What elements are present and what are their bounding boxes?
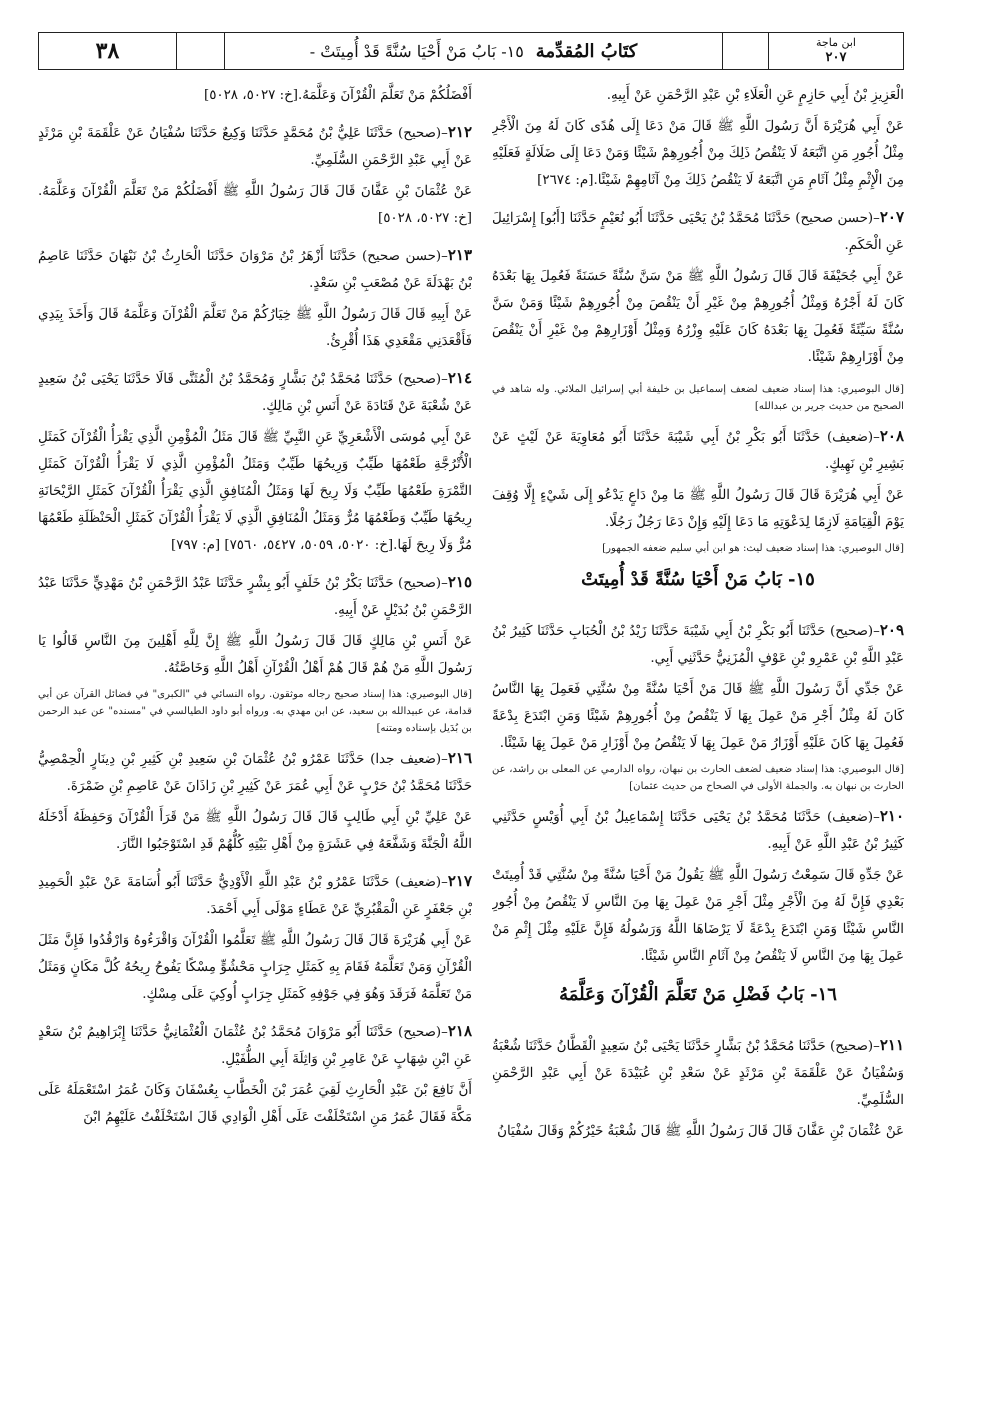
right-column	[492, 82, 904, 1372]
hadith-number: ٢١٢	[447, 123, 472, 141]
hadith-number: ٢٠٧	[879, 208, 904, 226]
hadith-chain	[38, 242, 472, 297]
paragraph: أَفْضَلُكُمْ مَنْ تَعَلَّمَ الْقُرْآنَ وَعَلَّمَهُ.[خ: ٥٠٢٧، ٥٠٢٨]	[203, 88, 472, 103]
hadith-isnad: –(صحيح) حَدَّثَنَا بَكْرُ بْنُ خَلَفٍ أَبُو بِشْرٍ حَدَّثَنَا عَبْدُ الرَّحْمَنِ بْنُ مَهْدِيٍّ حَدَّثَنَا عَبْدُ الرَّحْمَنِ بْنُ بُدَيْلٍ عَنْ أَبِيهِ.	[38, 576, 472, 618]
hadith-chain	[38, 868, 472, 923]
paragraph: عَنْ عُثْمَانَ بْنِ عَفَّانَ قَالَ قَالَ رَسُولُ اللَّهِ ﷺ قَالَ شُعْبَةُ خَيْرُكُمْ وَقَالَ سُفْيَانُ	[497, 1124, 904, 1139]
paragraph: عَنْ أَبِيهِ قَالَ قَالَ رَسُولُ اللَّهِ ﷺ خِيَارُكُمْ مَنْ تَعَلَّمَ الْقُرْآنَ وَعَلَّمَهُ قَالَ وَأَخَذَ بِيَدِي فَأَقْعَدَنِي مَقْعَدِي هَذَا أُقْرِئُ.	[38, 307, 472, 349]
hadith-number: ٢١٨	[447, 1022, 472, 1040]
source-number: ٢٠٧	[825, 49, 847, 65]
paragraph: عَنْ أَنَسِ بْنِ مَالِكٍ قَالَ قَالَ رَسُولُ اللَّهِ ﷺ إِنَّ لِلَّهِ أَهْلِينَ مِنَ النَّاسِ قَالُوا يَا رَسُولَ اللَّهِ مَنْ هُمْ قَالَ هُمْ أَهْلُ الْقُرْآنِ أَهْلُ اللَّهِ وَخَاصَّتُهُ.	[38, 634, 472, 676]
hadith-chain	[492, 617, 904, 672]
paragraph: عَنْ أَبِي هُرَيْرَةَ أَنَّ رَسُولَ اللَّهِ ﷺ قَالَ مَنْ دَعَا إِلَى هُدًى كَانَ لَهُ مِنَ الْأَجْرِ مِثْلُ أُجُورِ مَنِ اتَّبَعَهُ لَا يَنْقُصُ ذَلِكَ مِنْ أُجُورِهِمْ شَيْئًا وَمَنْ دَعَا إِلَى ضَلَالَةٍ فَعَلَيْهِ مِنَ الْإِثْمِ مِثْلُ آثَامِ مَنِ اتَّبَعَهُ لَا يَنْقُصُ ذَلِكَ مِنْ آثَامِهِمْ شَيْئًا.[م: ٢٦٧٤]	[492, 119, 904, 188]
paragraph: عَنْ جَدِّهِ قَالَ سَمِعْتُ رَسُولَ اللَّهِ ﷺ يَقُولُ مَنْ أَحْيَا سُنَّةً مِنْ سُنَّتِي قَدْ أُمِيتَتْ بَعْدِي فَإِنَّ لَهُ مِنَ الْأَجْرِ مِثْلَ أَجْرِ مَنْ عَمِلَ بِهَا مِنَ النَّاسِ لَا يَنْقُصُ مِنْ أُجُورِ النَّاسِ شَيْئًا وَمَنِ ابْتَدَعَ بِدْعَةً لَا يَرْضَاهَا اللَّهُ وَرَسُولُهُ فَإِنَّ عَلَيْهِ مِثْلَ إِثْمِ مَنْ عَمِلَ بِهَا مِنَ النَّاسِ لَا يَنْقُصُ مِنْ آثَامِ النَّاسِ شَيْئًا.	[492, 868, 904, 964]
hadith-number: ٢١٥	[447, 573, 472, 591]
hadith-chain	[492, 204, 904, 259]
hadith-chain	[38, 745, 472, 800]
hadith-isnad: –(صحيح) حَدَّثَنَا مُحَمَّدُ بْنُ بَشَّارٍ حَدَّثَنَا يَحْيَى بْنُ سَعِيدٍ الْقَطَّانُ حَدَّثَنَا شُعْبَةُ وَسُفْيَانُ عَنْ عَلْقَمَةَ بْنِ مَرْثَدٍ عَنْ سَعْدِ بْنِ عُبَيْدَةَ عَنْ أَبِي عَبْدِ الرَّحْمَنِ السُّلَمِيِّ.	[492, 1039, 904, 1108]
hadith-chain	[492, 423, 904, 478]
chapter-heading: ١٦- بَابُ فَضْلِ مَنْ تَعَلَّمَ الْقُرْآنَ وَعَلَّمَهُ	[559, 984, 837, 1005]
hadith-isnad: –(حسن صحيح) حَدَّثَنَا أَزْهَرُ بْنُ مَرْوَانَ حَدَّثَنَا الْحَارِثُ بْنُ نَبْهَانَ حَدَّثَنَا عَاصِمُ بْنُ بَهْدَلَةَ عَنْ مُصْعَبِ بْنِ سَعْدٍ.	[38, 249, 472, 291]
paragraph: عَنْ أَبِي هُرَيْرَةَ قَالَ قَالَ رَسُولُ اللَّهِ ﷺ تَعَلَّمُوا الْقُرْآنَ وَاقْرَءُوهُ وَارْقُدُوا فَإِنَّ مَثَلَ الْقُرْآنِ وَمَنْ تَعَلَّمَهُ فَقَامَ بِهِ كَمَثَلِ جِرَابٍ مَحْشُوٍّ مِسْكًا يَفُوحُ رِيحُهُ كُلَّ مَكَانٍ وَمَثَلُ مَنْ تَعَلَّمَهُ فَرَقَدَ وَهُوَ فِي جَوْفِهِ كَمَثَلِ جِرَابٍ أُوكِيَ عَلَى مِسْكٍ.	[38, 933, 472, 1002]
page-header	[38, 32, 904, 70]
footnote: [قال البوصيري: هذا إسناد ضعيف لضعف الحارث بن نبهان، رواه الدارمي عن المعلى بن راشد، عن الحارث بن نبهان به. والجملة الأولى في الصحاح من حديث عثمان]	[492, 764, 904, 792]
hadith-isnad: –(صحيح) حَدَّثَنَا أَبُو مَرْوَانَ مُحَمَّدُ بْنُ عُثْمَانَ الْعُثْمَانِيُّ حَدَّثَنَا إِبْرَاهِيمُ بْنُ سَعْدٍ عَنِ ابْنِ شِهَابٍ عَنْ عَامِرِ بْنِ وَاثِلَةَ أَبِي الطُّفَيْلِ.	[38, 1025, 472, 1067]
hadith-chain	[492, 1032, 904, 1114]
hadith-isnad: –(ضعيف جدا) حَدَّثَنَا عَمْرُو بْنُ عُثْمَانَ بْنِ سَعِيدِ بْنِ كَثِيرِ بْنِ دِينَارٍ الْحِمْصِيُّ حَدَّثَنَا مُحَمَّدُ بْنُ حَرْبٍ عَنْ أَبِي عُمَرَ عَنْ كَثِيرِ بْنِ زَاذَانَ عَنْ عَاصِمِ بْنِ ضَمْرَةَ.	[38, 752, 472, 794]
paragraph: الْعَزِيزِ بْنُ أَبِي حَازِمٍ عَنِ الْعَلَاءِ بْنِ عَبْدِ الرَّحْمَنِ عَنْ أَبِيهِ.	[606, 88, 904, 103]
page-number: ٣٨	[39, 33, 177, 69]
hadith-number: ٢١٠	[879, 807, 904, 825]
hadith-isnad: –(حسن صحيح) حَدَّثَنَا مُحَمَّدُ بْنُ يَحْيَى حَدَّثَنَا أَبُو نُعَيْمٍ حَدَّثَنَا [أَبُو] إِسْرَائِيلَ عَنِ الْحَكَمِ.	[492, 211, 904, 253]
paragraph: عَنْ أَبِي جُحَيْفَةَ قَالَ قَالَ رَسُولُ اللَّهِ ﷺ مَنْ سَنَّ سُنَّةً حَسَنَةً فَعُمِلَ بِهَا بَعْدَهُ كَانَ لَهُ أَجْرُهُ وَمِثْلُ أُجُورِهِمْ مِنْ غَيْرِ أَنْ يَنْقُصَ مِنْ أُجُورِهِمْ شَيْئًا وَمَنْ سَنَّ سُنَّةً سَيِّئَةً فَعُمِلَ بِهَا بَعْدَهُ كَانَ عَلَيْهِ وِزْرُهُ وَمِثْلُ أَوْزَارِهِمْ مِنْ غَيْرِ أَنْ يَنْقُصَ مِنْ أَوْزَارِهِمْ شَيْئًا.	[492, 269, 904, 365]
footnote: [قال البوصيري: هذا إسناد ضعيف ليث: هو ابن أبي سليم ضعفه الجمهور]	[602, 543, 904, 554]
hadith-number: ٢١٦	[447, 749, 472, 767]
paragraph: عَنْ عَلِيِّ بْنِ أَبِي طَالِبٍ قَالَ قَالَ رَسُولُ اللَّهِ ﷺ مَنْ قَرَأَ الْقُرْآنَ وَحَفِظَهُ أَدْخَلَهُ اللَّهُ الْجَنَّةَ وَشَفَّعَهُ فِي عَشَرَةٍ مِنْ أَهْلِ بَيْتِهِ كُلُّهُمْ قَدِ اسْتَوْجَبُوا النَّارَ.	[38, 810, 472, 852]
hadith-isnad: –(ضعيف) حَدَّثَنَا أَبُو بَكْرِ بْنُ أَبِي شَيْبَةَ حَدَّثَنَا أَبُو مُعَاوِيَةَ عَنْ لَيْثٍ عَنْ بَشِيرِ بْنِ نَهِيكٍ.	[492, 430, 904, 472]
hadith-chain	[38, 365, 472, 420]
hadith-chain	[492, 803, 904, 858]
hadith-number: ٢٠٩	[879, 621, 904, 639]
chapter-title: ١٥- بَابُ مَنْ أَحْيَا سُنَّةً قَدْ أُمِيتَتْ -	[309, 41, 524, 61]
hadith-isnad: –(صحيح) حَدَّثَنَا عَلِيُّ بْنُ مُحَمَّدٍ حَدَّثَنَا وَكِيعٌ حَدَّثَنَا سُفْيَانُ عَنْ عَلْقَمَةَ بْنِ مَرْثَدٍ عَنْ أَبِي عَبْدِ الرَّحْمَنِ السُّلَمِيِّ.	[38, 126, 472, 168]
source-name: ابن ماجة	[816, 36, 856, 49]
header-title	[225, 33, 723, 69]
left-column	[38, 82, 472, 1372]
hadith-isnad: –(ضعيف) حَدَّثَنَا مُحَمَّدُ بْنُ يَحْيَى حَدَّثَنَا إِسْمَاعِيلُ بْنُ أَبِي أُوَيْسٍ حَدَّثَنِي كَثِيرُ بْنُ عَبْدِ اللَّهِ عَنْ أَبِيهِ.	[492, 810, 904, 852]
hadith-number: ٢١٧	[447, 872, 472, 890]
hadith-number: ٢١٤	[447, 369, 472, 387]
paragraph: عَنْ أَبِي مُوسَى الْأَشْعَرِيِّ عَنِ النَّبِيِّ ﷺ قَالَ مَثَلُ الْمُؤْمِنِ الَّذِي يَقْرَأُ الْقُرْآنَ كَمَثَلِ الْأُتْرُجَّةِ طَعْمُهَا طَيِّبٌ وَرِيحُهَا طَيِّبٌ وَمَثَلُ الْمُؤْمِنِ الَّذِي لَا يَقْرَأُ الْقُرْآنَ كَمَثَلِ التَّمْرَةِ طَعْمُهَا طَيِّبٌ وَلَا رِيحَ لَهَا وَمَثَلُ الْمُنَافِقِ الَّذِي يَقْرَأُ الْقُرْآنَ كَمَثَلِ الرَّيْحَانَةِ رِيحُهَا طَيِّبٌ وَطَعْمُهَا مُرٌّ وَمَثَلُ الْمُنَافِقِ الَّذِي لَا يَقْرَأُ الْقُرْآنَ كَمَثَلِ الْحَنْظَلَةِ طَعْمُهَا مُرٌّ وَلَا رِيحَ لَهَا.[خ: ٥٠٢٠، ٥٠٥٩، ٥٤٢٧، ٧٥٦٠] [م: ٧٩٧]	[38, 430, 472, 553]
paragraph: عَنْ عُثْمَانَ بْنِ عَفَّانَ قَالَ قَالَ رَسُولُ اللَّهِ ﷺ أَفْضَلُكُمْ مَنْ تَعَلَّمَ الْقُرْآنَ وَعَلَّمَهُ.[خ: ٥٠٢٧، ٥٠٢٨]	[38, 184, 472, 226]
paragraph: عَنْ أَبِي هُرَيْرَةَ قَالَ قَالَ رَسُولُ اللَّهِ ﷺ مَا مِنْ دَاعٍ يَدْعُو إِلَى شَيْءٍ إِلَّا وُقِفَ يَوْمَ الْقِيَامَةِ لَازِمًا لِدَعْوَتِهِ مَا دَعَا إِلَيْهِ وَإِنْ دَعَا رَجُلٌ رَجُلًا.	[492, 488, 904, 530]
hadith-number: ٢١٣	[447, 246, 472, 264]
paragraph: أَنَّ نَافِعَ بْنَ عَبْدِ الْحَارِثِ لَقِيَ عُمَرَ بْنَ الْخَطَّابِ بِعُسْفَانَ وَكَانَ عُمَرُ اسْتَعْمَلَهُ عَلَى مَكَّةَ فَقَالَ عُمَرُ مَنِ اسْتَخْلَفْتَ عَلَى أَهْلِ الْوَادِي قَالَ اسْتَخْلَفْتُ عَلَيْهِمُ ابْنَ	[38, 1083, 472, 1125]
footnote: [قال البوصيري: هذا إسناد ضعيف لضعف إسماعيل بن خليفة أبي إسرائيل الملائي. وله شاهد في الصحيح من حديث جرير بن عبدالله]	[492, 384, 904, 412]
hadith-chain	[38, 119, 472, 174]
chapter-heading: ١٥- بَابُ مَنْ أَحْيَا سُنَّةً قَدْ أُمِيتَتْ	[581, 569, 815, 590]
header-divider-cell	[177, 33, 225, 69]
hadith-chain	[38, 1018, 472, 1073]
hadith-isnad: –(صحيح) حَدَّثَنَا أَبُو بَكْرِ بْنُ أَبِي شَيْبَةَ حَدَّثَنَا زَيْدُ بْنُ الْحُبَابِ حَدَّثَنَا كَثِيرُ بْنُ عَبْدِ اللَّهِ بْنِ عَمْرِو بْنِ عَوْفٍ الْمُزَنِيُّ حَدَّثَنِي أَبِي.	[492, 624, 904, 666]
hadith-isnad: –(ضعيف) حَدَّثَنَا عَمْرُو بْنُ عَبْدِ اللَّهِ الْأَوْدِيُّ حَدَّثَنَا أَبُو أُسَامَةَ عَنْ عَبْدِ الْحَمِيدِ بْنِ جَعْفَرٍ عَنِ الْمَقْبُرِيِّ عَنْ عَطَاءٍ مَوْلَى أَبِي أَحْمَدَ.	[38, 875, 472, 917]
hadith-isnad: –(صحيح) حَدَّثَنَا مُحَمَّدُ بْنُ بَشَّارٍ وَمُحَمَّدُ بْنُ الْمُثَنَّى قَالَا حَدَّثَنَا يَحْيَى بْنُ سَعِيدٍ عَنْ شُعْبَةَ عَنْ قَتَادَةَ عَنْ أَنَسِ بْنِ مَالِكٍ.	[38, 372, 472, 414]
book-title: كتَابُ المُقدِّمة	[535, 40, 638, 62]
source-reference	[769, 33, 903, 69]
hadith-chain	[38, 569, 472, 624]
header-divider-cell	[723, 33, 769, 69]
hadith-number: ٢١١	[879, 1036, 904, 1054]
hadith-number: ٢٠٨	[879, 427, 904, 445]
paragraph: عَنْ جَدِّي أَنَّ رَسُولَ اللَّهِ ﷺ قَالَ مَنْ أَحْيَا سُنَّةً مِنْ سُنَّتِي فَعَمِلَ بِهَا النَّاسُ كَانَ لَهُ مِثْلُ أَجْرِ مَنْ عَمِلَ بِهَا لَا يَنْقُصُ مِنْ أُجُورِهِمْ شَيْئًا وَمَنِ ابْتَدَعَ بِدْعَةً فَعُمِلَ بِهَا كَانَ عَلَيْهِ أَوْزَارُ مَنْ عَمِلَ بِهَا لَا يَنْقُصُ مِنْ أَوْزَارِ مَنْ عَمِلَ بِهَا شَيْئًا.	[492, 682, 904, 751]
footnote: [قال البوصيري: هذا إسناد صحيح رجاله موثقون. رواه النسائي في "الكبرى" في فضائل القرآن عن أبي قدامة، عن عبيدالله بن سعيد، عن ابن مهدي به. ورواه أبو داود الطيالسي في "مسنده" عن عبد الرحمن بن بُدَيل بإسناده ومتنه]	[38, 689, 472, 734]
